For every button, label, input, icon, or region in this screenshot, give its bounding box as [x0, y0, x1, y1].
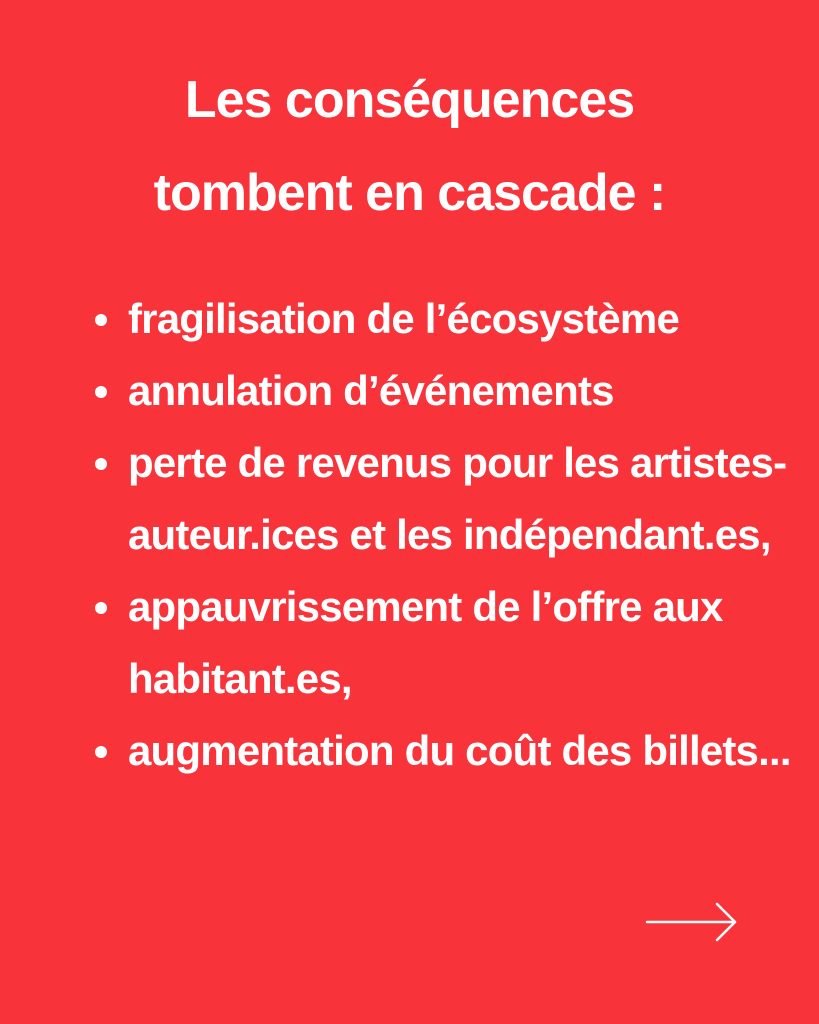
bullet-icon — [95, 386, 107, 398]
consequences-list — [128, 283, 798, 787]
list-item-text: annulation d’événements — [128, 367, 614, 414]
list-item — [128, 427, 798, 571]
list-item — [128, 715, 798, 787]
list-item — [128, 571, 798, 715]
right-arrow-icon[interactable] — [645, 900, 739, 944]
list-item-text: fragilisation de l’écosystème — [128, 295, 680, 342]
title-line-2: tombent en cascade : — [153, 164, 666, 222]
list-item — [128, 283, 798, 355]
bullet-icon — [95, 314, 107, 326]
bullet-icon — [95, 458, 107, 470]
list-item-text: perte de revenus pour les artistes-auteur.ices et les indépendant.es, — [128, 439, 787, 558]
list-item — [128, 355, 798, 427]
bullet-icon — [95, 602, 107, 614]
slide-title — [0, 54, 819, 240]
bullet-icon — [95, 746, 107, 758]
list-item-text: appauvrissement de l’offre aux habitant.es, — [128, 583, 723, 702]
title-line-1: Les conséquences — [184, 71, 635, 129]
list-item-text: augmentation du coût des billets... — [128, 727, 791, 774]
